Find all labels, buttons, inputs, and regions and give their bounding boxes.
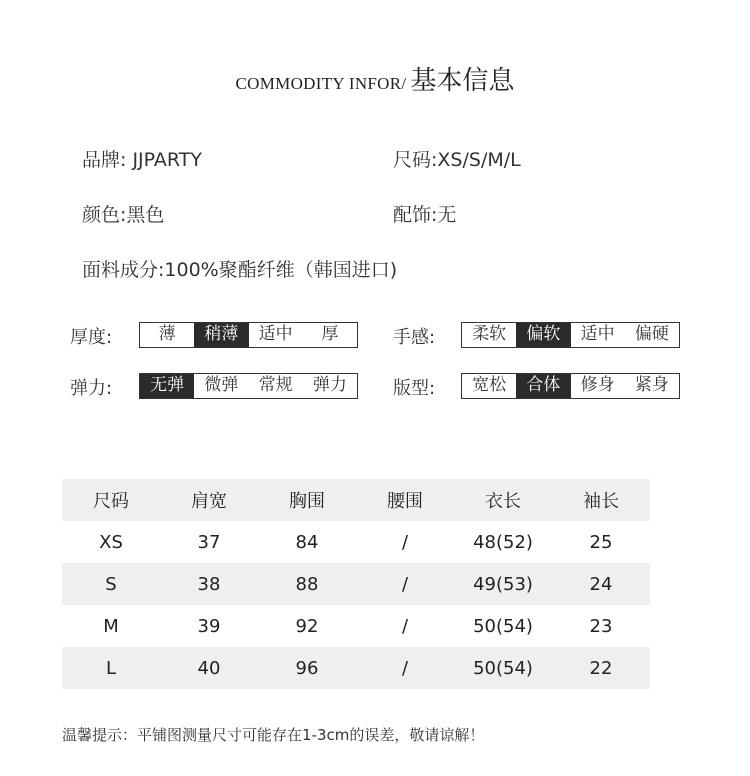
- table-row: [62, 605, 650, 647]
- table-cell: 49(53): [473, 573, 533, 595]
- elasticity-option: 弹力: [312, 375, 347, 395]
- header-cell: 腰围: [387, 491, 423, 512]
- thickness-option: 稍薄: [194, 323, 248, 347]
- table-cell: 88: [295, 573, 319, 595]
- table-cell: /: [401, 657, 409, 679]
- page-title: [0, 60, 750, 97]
- table-row: [62, 521, 650, 563]
- feel-scale: [461, 322, 680, 348]
- thickness-scale: [139, 322, 358, 348]
- header-cell: 衣长: [485, 491, 521, 512]
- fit-scale: [461, 373, 680, 399]
- fit-option: 紧身: [634, 375, 669, 395]
- table-cell: S: [105, 573, 117, 595]
- material-info: 面料成分:100%聚酯纤维（韩国进口): [82, 259, 398, 281]
- header-cell: 肩宽: [191, 491, 227, 512]
- fit-option: 修身: [580, 375, 615, 395]
- fit-option: 合体: [516, 374, 570, 398]
- table-cell: /: [401, 531, 409, 553]
- table-cell: 50(54): [473, 657, 533, 679]
- table-cell: 92: [295, 615, 319, 637]
- accessory-info: 配饰:无: [393, 204, 457, 226]
- color-info: 颜色:黑色: [82, 204, 165, 226]
- table-cell: 24: [589, 573, 613, 595]
- table-cell: 96: [295, 657, 319, 679]
- title-english: COMMODITY INFOR/: [235, 74, 407, 93]
- elasticity-option: 无弹: [140, 374, 194, 398]
- table-cell: /: [401, 615, 409, 637]
- table-cell: 38: [197, 573, 221, 595]
- title-chinese: 基本信息: [410, 66, 515, 96]
- table-cell: 40: [197, 657, 221, 679]
- table-cell: 39: [197, 615, 221, 637]
- feel-option: 偏硬: [634, 324, 669, 344]
- feel-option: 偏软: [516, 323, 570, 347]
- table-row: [62, 563, 650, 605]
- table-row: [62, 647, 650, 689]
- feel-option: 柔软: [472, 324, 507, 344]
- elasticity-label: 弹力:: [70, 378, 113, 399]
- thickness-label: 厚度:: [70, 327, 113, 348]
- size-table-header: [62, 479, 650, 521]
- table-cell: 48(52): [473, 531, 533, 553]
- table-cell: 22: [589, 657, 613, 679]
- brand-info: 品牌: JJPARTY: [82, 149, 202, 171]
- table-cell: XS: [99, 531, 123, 553]
- thickness-option: 厚: [321, 324, 339, 344]
- table-cell: L: [105, 657, 117, 679]
- measurement-note: 温馨提示：平铺图测量尺寸可能存在1-3cm的误差，敬请谅解！: [62, 726, 485, 744]
- fit-option: 宽松: [472, 375, 507, 395]
- header-cell: 尺码: [93, 491, 129, 512]
- header-cell: 胸围: [289, 491, 325, 512]
- size-info: 尺码:XS/S/M/L: [393, 149, 521, 171]
- size-table: [62, 479, 650, 689]
- fit-label: 版型:: [393, 378, 436, 399]
- elasticity-option: 微弹: [204, 375, 239, 395]
- header-cell: 袖长: [583, 491, 619, 512]
- thickness-option: 薄: [158, 324, 176, 344]
- elasticity-scale: [139, 373, 358, 399]
- table-cell: 37: [197, 531, 221, 553]
- table-cell: 23: [589, 615, 613, 637]
- table-cell: 50(54): [473, 615, 533, 637]
- elasticity-option: 常规: [258, 375, 293, 395]
- feel-label: 手感:: [393, 327, 436, 348]
- thickness-option: 适中: [258, 324, 293, 344]
- feel-option: 适中: [580, 324, 615, 344]
- table-cell: 25: [589, 531, 613, 553]
- table-cell: M: [103, 615, 119, 637]
- table-cell: 84: [295, 531, 319, 553]
- table-cell: /: [401, 573, 409, 595]
